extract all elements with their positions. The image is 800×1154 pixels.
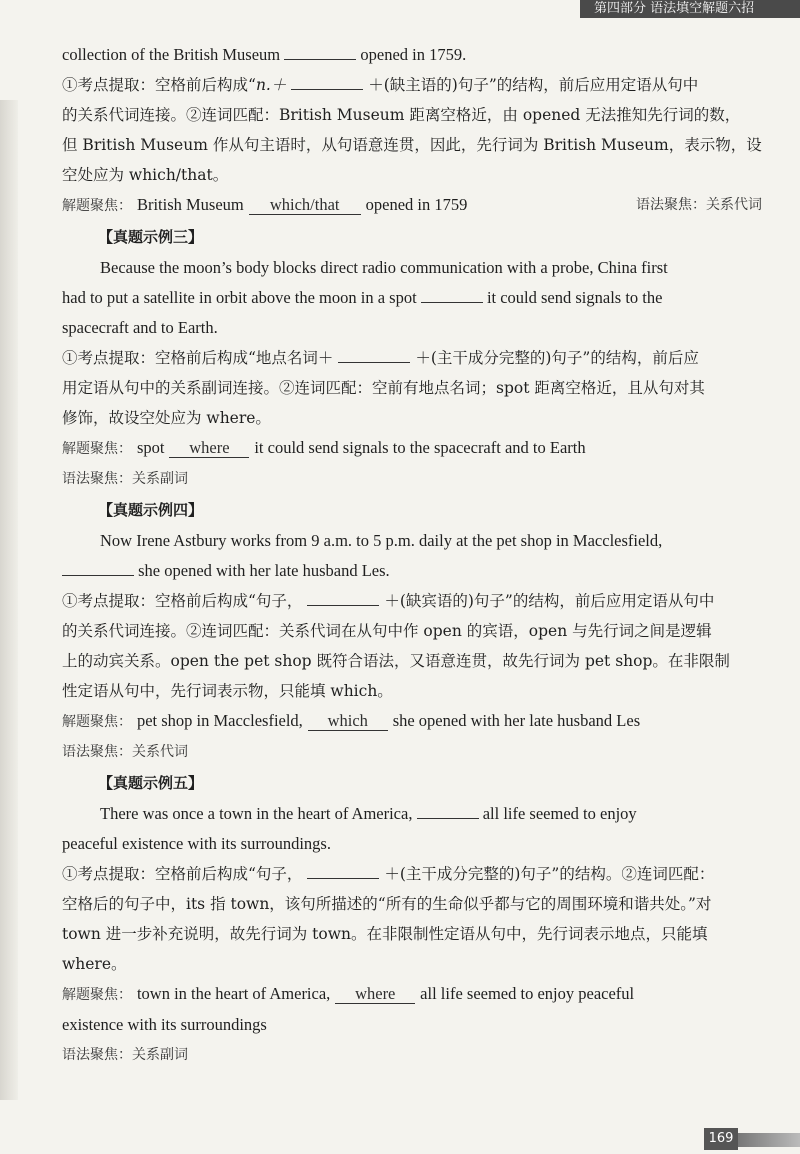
text: ＋(缺主语的)句子”的结构，前后应用定语从句中 bbox=[368, 76, 699, 94]
chapter-header: 第四部分 语法填空解题六招 bbox=[580, 0, 800, 18]
text: pet shop in Macclesfield, bbox=[136, 711, 303, 730]
analysis-line: 空格后的句子中，its 指 town，该句所描述的“所有的生命似乎都与它的周围环境和谐共处。”对 bbox=[62, 895, 712, 913]
sentence-line: spacecraft and to Earth. bbox=[62, 318, 218, 337]
text: she opened with her late husband Les bbox=[392, 711, 641, 730]
text: opened in 1759. bbox=[360, 45, 467, 64]
text: ①考点提取：空格前后构成“句子， bbox=[62, 865, 303, 883]
example-title: 【真题示例三】 bbox=[98, 228, 204, 246]
example-title: 【真题示例五】 bbox=[98, 774, 204, 792]
grammar-focus: 语法聚焦：关系代词 bbox=[636, 197, 762, 213]
analysis-line: where。 bbox=[62, 955, 127, 973]
text: opened in 1759 bbox=[365, 195, 468, 214]
analysis-line bbox=[62, 859, 762, 889]
sentence-line: Now Irene Astbury works from 9 a.m. to 5 p.m. daily at the pet shop in Macclesfield, bbox=[100, 531, 663, 550]
page-number-bar bbox=[738, 1133, 800, 1147]
analysis-line bbox=[62, 70, 762, 100]
answer-blank: where bbox=[335, 985, 415, 1004]
sentence-line: peaceful existence with its surroundings. bbox=[62, 834, 331, 853]
grammar-focus: 语法聚焦：关系副词 bbox=[62, 1047, 188, 1063]
answer-blank bbox=[291, 89, 363, 90]
analysis-line: 上的动宾关系。open the pet shop 既符合语法，又语意连贯，故先行词为 pet shop。在非限制 bbox=[62, 652, 730, 670]
example-title: 【真题示例四】 bbox=[98, 501, 204, 519]
analysis-line bbox=[62, 343, 762, 373]
text: spot bbox=[136, 438, 165, 457]
text: she opened with her late husband Les. bbox=[138, 561, 390, 580]
text: n.＋ bbox=[255, 76, 287, 94]
text: ＋(主干成分完整的)句子”的结构。②连词匹配： bbox=[384, 865, 715, 883]
text: ①考点提取：空格前后构成“句子， bbox=[62, 592, 303, 610]
answer-blank bbox=[307, 605, 379, 606]
focus-row bbox=[62, 433, 762, 464]
analysis-line: 的关系代词连接。②连词匹配：British Museum 距离空格近，由 opened 无法推知先行词的数， bbox=[62, 106, 741, 124]
answer-blank bbox=[284, 59, 356, 60]
text: collection of the British Museum bbox=[62, 45, 281, 64]
page-content bbox=[62, 40, 762, 1070]
sentence-line bbox=[62, 799, 762, 829]
text: ＋(缺宾语的)句子”的结构，前后应用定语从句中 bbox=[384, 592, 715, 610]
answer-blank bbox=[307, 878, 379, 879]
text: town in the heart of America, bbox=[136, 984, 331, 1003]
text: all life seemed to enjoy peaceful bbox=[420, 984, 635, 1003]
sentence-line bbox=[62, 40, 762, 70]
text: had to put a satellite in orbit above the moon in a spot bbox=[62, 288, 417, 307]
analysis-line: 性定语从句中，先行词表示物，只能填 which。 bbox=[62, 682, 393, 700]
focus-row bbox=[62, 706, 762, 737]
grammar-focus: 语法聚焦：关系代词 bbox=[62, 744, 188, 760]
answer-blank: which bbox=[308, 712, 388, 731]
focus-label: 解题聚焦： bbox=[62, 987, 132, 1003]
text: There was once a town in the heart of America, bbox=[100, 804, 413, 823]
sentence-line bbox=[62, 556, 762, 586]
sentence-line: Because the moon’s body blocks direct radio communication with a probe, China first bbox=[100, 258, 668, 277]
answer-blank bbox=[421, 302, 483, 303]
text: it could send signals to the bbox=[486, 288, 663, 307]
focus-label: 解题聚焦： bbox=[62, 441, 132, 457]
text: ①考点提取：空格前后构成“ bbox=[62, 76, 256, 94]
text: ＋(主干成分完整的)句子”的结构，前后应 bbox=[415, 349, 699, 367]
page-number: 169 bbox=[704, 1128, 738, 1150]
analysis-line bbox=[62, 586, 762, 616]
answer-blank: where bbox=[169, 439, 249, 458]
text: all life seemed to enjoy bbox=[482, 804, 637, 823]
answer-blank bbox=[417, 818, 479, 819]
analysis-line: 的关系代词连接。②连词匹配：关系代词在从句中作 open 的宾语，open 与先行词之间是逻辑 bbox=[62, 622, 712, 640]
analysis-line: 用定语从句中的关系副词连接。②连词匹配：空前有地点名词；spot 距离空格近，且从句对其 bbox=[62, 379, 705, 397]
analysis-line: 修饰，故设空处应为 where。 bbox=[62, 409, 271, 427]
sentence-line bbox=[62, 283, 762, 313]
analysis-line: 空处应为 which/that。 bbox=[62, 166, 229, 184]
answer-blank: which/that bbox=[249, 196, 361, 215]
analysis-line: town 进一步补充说明，故先行词为 town。在非限制性定语从句中，先行词表示地点，只能填 bbox=[62, 925, 708, 943]
focus-label: 解题聚焦： bbox=[62, 198, 132, 214]
text: it could send signals to the spacecraft and to Earth bbox=[254, 438, 586, 457]
binding-shadow bbox=[0, 100, 18, 1100]
text: ①考点提取：空格前后构成“地点名词＋ bbox=[62, 349, 334, 367]
answer-blank bbox=[62, 575, 134, 576]
focus-row bbox=[62, 979, 762, 1010]
focus-row: existence with its surroundings bbox=[62, 1015, 267, 1034]
answer-blank bbox=[338, 362, 410, 363]
focus-label: 解题聚焦： bbox=[62, 714, 132, 730]
grammar-focus: 语法聚焦：关系副词 bbox=[62, 471, 188, 487]
analysis-line: 但 British Museum 作从句主语时，从句语意连贯，因此，先行词为 British Museum，表示物，设 bbox=[62, 136, 762, 154]
focus-row bbox=[62, 190, 762, 221]
text: British Museum bbox=[136, 195, 244, 214]
